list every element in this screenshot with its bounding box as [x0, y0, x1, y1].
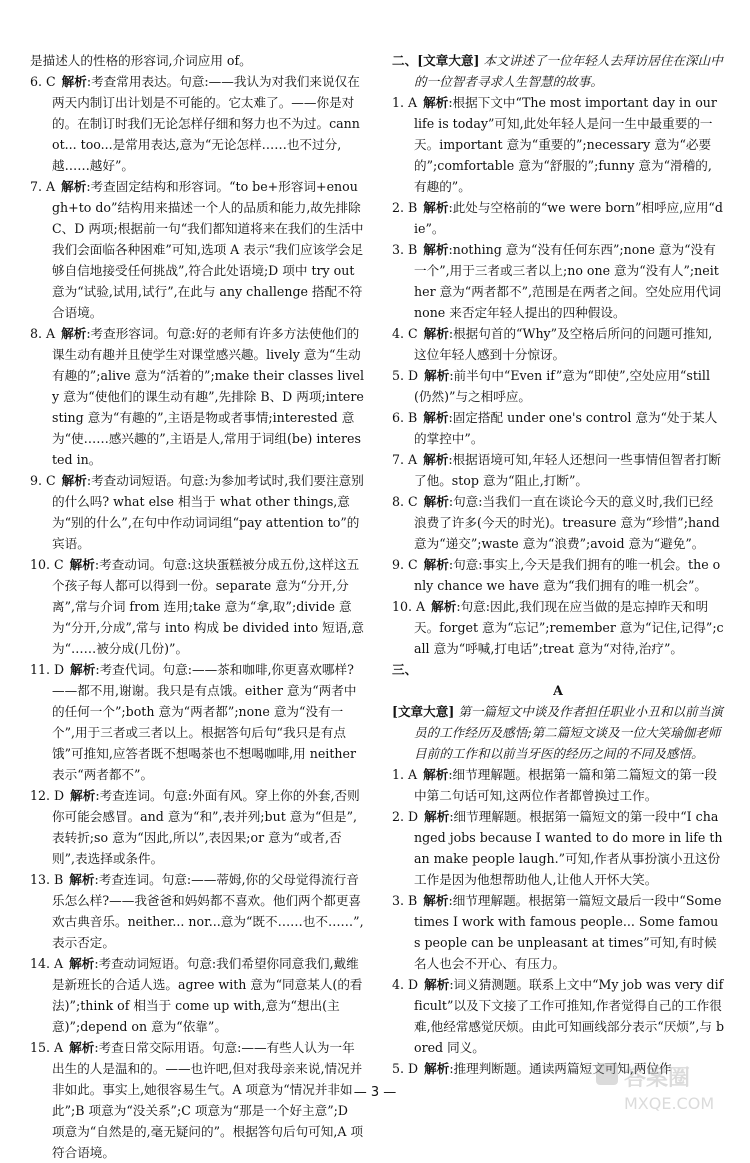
section-2-answer-list [392, 92, 724, 659]
answer-number: 10. C [30, 557, 64, 572]
answer-number: 1. A [392, 95, 418, 110]
analysis-label: 解析 [423, 242, 449, 257]
analysis-label: 解析 [70, 788, 96, 803]
answer-number: 4. D [392, 977, 419, 992]
answer-item [30, 176, 364, 323]
analysis-label: 解析 [423, 494, 449, 509]
analysis-text: :考查日常交际用语。句意:——有些人认为一年出生的人是温和的。——也许吧,但对我母亲来说,情况并非如此。事实上,她很容易生气。A 项意为“情况并非如此”;B 项意为“没关系”;C 项意为“那是一个好主意”;D 项意为“自然是的,毫无疑问的”。根据答句后句可知,A 项符合语境。 [52, 1040, 364, 1160]
answer-number: 9. C [392, 557, 418, 572]
right-column [392, 50, 724, 1079]
analysis-label: 解析 [423, 200, 449, 215]
analysis-text: :考查连词。句意:——蒂姆,你的父母觉得流行音乐怎么样?——我爸爸和妈妈都不喜欢。他们两个都更喜欢古典音乐。neither... nor...意为“既不……也不……”,表示否定。 [52, 872, 364, 950]
analysis-label: 解析 [423, 893, 449, 908]
answer-item [30, 785, 364, 869]
intro-continuation: 是描述人的性格的形容词,介词应用 of。 [30, 53, 252, 68]
analysis-label: 解析 [61, 74, 87, 89]
answer-item [392, 554, 724, 596]
answer-number: 14. A [30, 956, 64, 971]
analysis-label: 解析 [423, 95, 449, 110]
answer-number: 11. D [30, 662, 65, 677]
answer-item [392, 365, 724, 407]
analysis-text: :考查固定结构和形容词。“to be+形容词+enough+to do”结构用来描述一个人的品质和能力,故先排除 C、D 两项;根据前一句“我们都知道将来在我们的生活中我们会面临各种困难”可知,选项 A 表示“我们应该学会足够自信地接受任何挑战”,符合此处语境;D 项中 try out 意为“试验,试用,试行”,在此与 any challenge 搭配不符合语境。 [52, 179, 364, 320]
answer-item [392, 596, 724, 659]
analysis-label: 解析 [61, 326, 87, 341]
answer-item [392, 491, 724, 554]
answer-item [30, 953, 364, 1037]
section-2-summary: 本文讲述了一位年轻人去拜访居住在深山中的一位智者寻求人生智慧的故事。 [414, 53, 723, 89]
section-3-number: 三、 [392, 662, 418, 677]
analysis-text: :词义猜测题。联系上文中“My job was very difficult”以及下文接了工作可推知,作者觉得自己的工作很难,他经常感觉厌烦。由此可知画线部分表示“厌烦”,与 bored 同义。 [414, 977, 725, 1055]
section-2-tag: 二、[文章大意] [392, 53, 480, 68]
svg-text:答案圈: 答案圈 [624, 1066, 691, 1091]
answer-number: 12. D [30, 788, 65, 803]
answer-number: 7. A [392, 452, 418, 467]
analysis-text: :根据语境可知,年轻人还想问一些事情但智者打断了他。stop 意为“阻止,打断”。 [414, 452, 722, 488]
analysis-text: :固定搭配 under one's control 意为“处于某人的掌控中”。 [414, 410, 718, 446]
section-3-header [392, 701, 724, 764]
analysis-text: :考查常用表达。句意:——我认为对我们来说仅在两天内制订出计划是不可能的。它太难了。——你是对的。在制订时我们无论怎样仔细和努力也不为过。cannot... too...是常用表达,意为“无论怎样……也不过分,越……越好”。 [52, 74, 360, 173]
answer-number: 4. C [392, 326, 418, 341]
analysis-label: 解析 [424, 1061, 450, 1076]
analysis-text: :细节理解题。根据第一篇和第二篇短文的第一段中第二句话可知,这两位作者都曾换过工作。 [414, 767, 718, 803]
analysis-text: :考查动词。句意:这块蛋糕被分成五份,这样这五个孩子每人都可以得到一份。separate 意为“分开,分离”,常与介词 from 连用;take 意为“拿,取”;divide 意为“分开,分成”,常与 into 构成 be divided into 短语,意为“……被分成(几份)”。 [52, 557, 364, 656]
answer-number: 1. A [392, 767, 418, 782]
analysis-label: 解析 [424, 977, 450, 992]
analysis-text: :推理判断题。通读两篇短文可知,两位作 [449, 1061, 672, 1076]
answer-item [392, 806, 724, 890]
analysis-text: :考查动词短语。句意:为参加考试时,我们要注意别的什么吗? what else 相当于 what other things,意为“别的什么”,在句中作动词词组“pay attention to”的宾语。 [52, 473, 364, 551]
analysis-text: :句意:因此,我们现在应当做的是忘掉昨天和明天。forget 意为“忘记”;remember 意为“记住,记得”;call 意为“呼喊,打电话”;treat 意为“对待,治疗”。 [414, 599, 724, 656]
analysis-label: 解析 [61, 179, 87, 194]
section-3-passage-letter: A [553, 683, 563, 698]
analysis-text: :考查代词。句意:——茶和咖啡,你更喜欢哪样?——都不用,谢谢。我只是有点饿。either 意为“两者中的任何一个”;both 意为“两者都”;none 意为“没有一个”,用于三者或三者以上。根据答句后句“我只是有点饿”可推知,应答者既不想喝茶也不想喝咖啡,用 neither 表示“两者都不”。 [52, 662, 357, 782]
answer-number: 6. B [392, 410, 418, 425]
answer-item [392, 407, 724, 449]
answer-item [30, 470, 364, 554]
watermark-logo [594, 1057, 744, 1117]
answer-item [30, 554, 364, 659]
watermark-icon [594, 1057, 744, 1117]
answer-number: 7. A [30, 179, 56, 194]
section-2-header [392, 50, 724, 92]
answer-item [392, 239, 724, 323]
analysis-label: 解析 [423, 767, 449, 782]
svg-text:MXQE.COM: MXQE.COM [624, 1094, 715, 1113]
analysis-label: 解析 [69, 557, 95, 572]
section-3-tag: [文章大意] [392, 704, 455, 719]
answer-number: 9. C [30, 473, 56, 488]
analysis-label: 解析 [423, 326, 449, 341]
answer-number: 13. B [30, 872, 64, 887]
answer-item [30, 323, 364, 470]
analysis-text: :考查动词短语。句意:我们希望你同意我们,戴维是新班长的合适人选。agree with 意为“同意某人(的看法)”;think of 相当于 come up with,意为“想出(主意)”;depend on 意为“依靠”。 [52, 956, 363, 1034]
answer-number: 10. A [392, 599, 426, 614]
analysis-text: :根据下文中“The most important day in our life is today”可知,此处年轻人是问一生中最重要的一天。important 意为“重要的”;necessary 意为“必要的”;comfortable 意为“舒服的”;funny 意为“滑稽的,有趣的”。 [414, 95, 717, 194]
analysis-text: :前半句中“Even if”意为“即使”,空处应用“still(仍然)”与之相呼应。 [414, 368, 710, 404]
answer-number: 8. C [392, 494, 418, 509]
analysis-label: 解析 [70, 662, 96, 677]
section-3-summary: 第一篇短文中谈及作者担任职业小丑和以前当演员的工作经历及感悟;第二篇短文谈及一位大笑瑜伽老师目前的工作和以前当牙医的经历之间的不同及感悟。 [414, 704, 723, 761]
analysis-text: :nothing 意为“没有任何东西”;none 意为“没有一个”,用于三者或三者以上;no one 意为“没有人”;neither 意为“两者都不”,范围是在两者之间。空处应用代词 none 来否定年轻人提出的四种假设。 [414, 242, 721, 320]
answer-number: 3. B [392, 893, 418, 908]
analysis-text: :细节理解题。根据第一篇短文的第一段中“I changed jobs because I wanted to do more in life than make people laugh.”可知,作者从事扮演小丑这份工作是因为他想帮助他人,让他人开怀大笑。 [414, 809, 723, 887]
analysis-label: 解析 [423, 557, 449, 572]
analysis-text: :根据句首的“Why”及空格后所问的问题可推知,这位年轻人感到十分惊讶。 [414, 326, 713, 362]
page-number: — 3 — [353, 1085, 397, 1100]
answer-item [392, 764, 724, 806]
answer-item [30, 869, 364, 953]
analysis-text: :考查形容词。句意:好的老师有许多方法使他们的课生动有趣并且使学生对课堂感兴趣。lively 意为“生动有趣的”;alive 意为“活着的”;make their classes lively 意为“使他们的课生动有趣”,先排除 B、D 两项;interesting 意为“有趣的”,主语是物或者事情;interested 意为“使……感兴趣的”,主语是人,常用于词组(be) interested in。 [52, 326, 364, 467]
answer-number: 6. C [30, 74, 56, 89]
analysis-text: :此处与空格前的“we were born”相呼应,应用“die”。 [414, 200, 723, 236]
left-column [30, 50, 364, 1163]
answer-item [30, 1037, 364, 1163]
analysis-text: :细节理解题。根据第一篇短文最后一段中“Sometimes I work with famous people... Some famous people can be unpleasant at times”可知,有时候名人也会不开心、有压力。 [414, 893, 722, 971]
analysis-label: 解析 [69, 956, 95, 971]
analysis-text: :考查连词。句意:外面有风。穿上你的外套,否则你可能会感冒。and 意为“和”,表并列;but 意为“但是”,表转折;so 意为“因此,所以”,表因果;or 意为“或者,否则”,表选择或条件。 [52, 788, 360, 866]
analysis-text: :句意:事实上,今天是我们拥有的唯一机会。the only chance we have 意为“我们拥有的唯一机会”。 [414, 557, 721, 593]
answer-number: 2. B [392, 200, 418, 215]
answer-number: 2. D [392, 809, 419, 824]
answer-number: 5. D [392, 1061, 419, 1076]
analysis-label: 解析 [69, 872, 95, 887]
analysis-label: 解析 [431, 599, 457, 614]
answer-item [392, 449, 724, 491]
answer-item [30, 71, 364, 176]
answer-item [392, 974, 724, 1058]
analysis-label: 解析 [69, 1040, 95, 1055]
analysis-text: :句意:当我们一直在谈论今天的意义时,我们已经浪费了许多(今天的时光)。treasure 意为“珍惜”;hand 意为“递交”;waste 意为“浪费”;avoid 意为“避免”。 [414, 494, 720, 551]
left-answer-list [30, 71, 364, 1163]
answer-item [392, 890, 724, 974]
analysis-label: 解析 [61, 473, 87, 488]
answer-number: 8. A [30, 326, 56, 341]
answer-number: 3. B [392, 242, 418, 257]
answer-item [30, 659, 364, 785]
answer-item [392, 92, 724, 197]
section-3-answer-list [392, 764, 724, 1079]
analysis-label: 解析 [424, 368, 450, 383]
analysis-label: 解析 [423, 410, 449, 425]
answer-item [392, 323, 724, 365]
analysis-label: 解析 [424, 809, 450, 824]
answer-item [392, 197, 724, 239]
answer-number: 5. D [392, 368, 419, 383]
answer-number: 15. A [30, 1040, 64, 1055]
analysis-label: 解析 [423, 452, 449, 467]
